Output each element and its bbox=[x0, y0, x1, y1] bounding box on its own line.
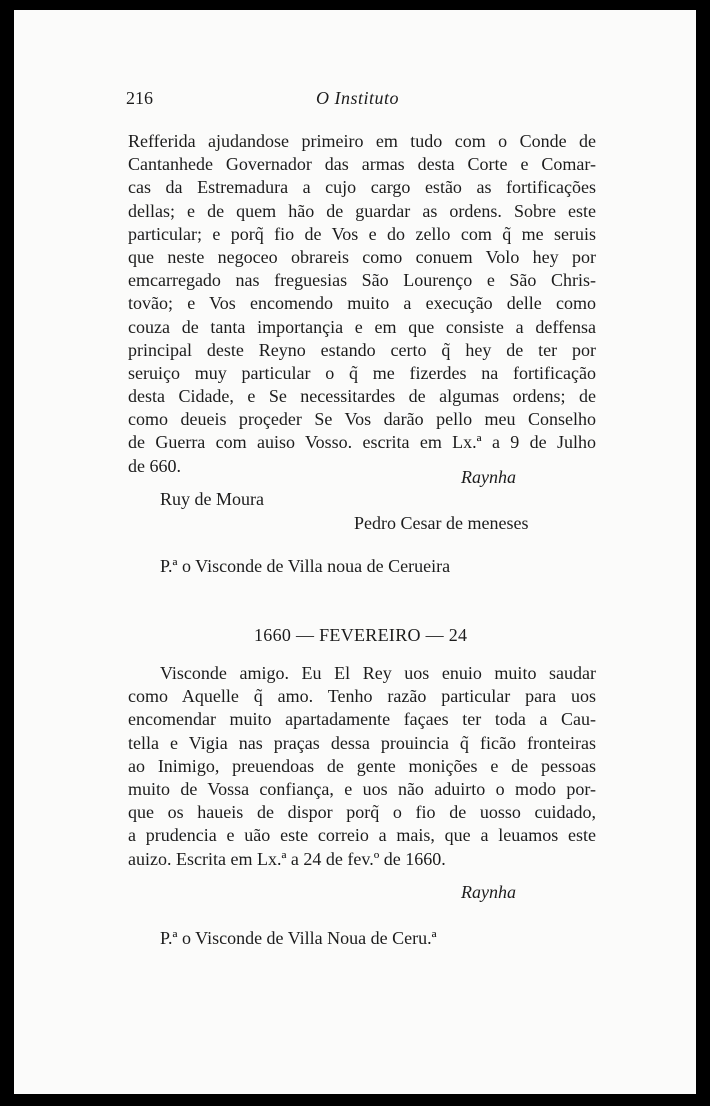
text-line: principal deste Reyno estando certo q̃ hey de ter por bbox=[128, 339, 596, 360]
letter1-body bbox=[128, 130, 596, 478]
letter2-signature: Raynha bbox=[461, 882, 516, 902]
text-line: a prudencia e uão este correio a mais, que a leuamos este bbox=[128, 825, 596, 846]
letter1-signature: Raynha bbox=[461, 467, 516, 487]
text-line: cas da Estremadura a cujo cargo estão as fortificações bbox=[128, 177, 596, 198]
text-line: como deueis proçeder Se Vos darão pello meu Conselho bbox=[128, 409, 596, 430]
running-title: O Instituto bbox=[316, 88, 400, 108]
text-line: encomendar muito apartadamente façaes ter toda a Cau- bbox=[128, 709, 596, 730]
text-line: muito de Vossa confiança, e uos não aduirto o modo por- bbox=[128, 778, 596, 799]
letter1-signer-right: Pedro Cesar de meneses bbox=[354, 513, 529, 533]
text-line: particular; e porq̃ fio de Vos e do zello com q̃ me seruis bbox=[128, 223, 596, 244]
text-line: tella e Vigia nas praças dessa prouincia q̃ ficão fronteiras bbox=[128, 732, 596, 753]
text-line: Visconde amigo. Eu El Rey uos enuio muito saudar bbox=[160, 663, 596, 683]
text-line: Cantanhede Governador das armas desta Corte e Comar- bbox=[128, 154, 596, 175]
text-line: auizo. Escrita em Lx.ª a 24 de fev.º de 1660. bbox=[128, 848, 446, 869]
text-line: dellas; e de quem hão de guardar as ordens. Sobre este bbox=[128, 200, 596, 221]
text-line: tovão; e Vos encomendo muito a execução delle como bbox=[128, 293, 596, 314]
text-line: ao Inimigo, preuendoas de gente monições e de pessoas bbox=[128, 755, 596, 776]
text-line: de Guerra com auiso Vosso. escrita em Lx.ª a 9 de Julho bbox=[128, 432, 596, 453]
text-line: Refferida ajudandose primeiro em tudo com o Conde de bbox=[128, 131, 596, 151]
text-line: couza de tanta importançia e em que consiste a deffensa bbox=[128, 316, 596, 337]
text-line: emcarregado nas freguesias São Lourenço e São Chris- bbox=[128, 270, 596, 291]
text-line: seruiço muy particular o q̃ me fizerdes na fortificação bbox=[128, 362, 596, 383]
letter2-body-cont bbox=[128, 685, 596, 871]
letter2-body bbox=[160, 662, 596, 685]
letter2-address: P.ª o Visconde de Villa Noua de Ceru.ª bbox=[160, 928, 437, 948]
text-line: que neste negoceo obrareis como conuem Volo hey por bbox=[128, 246, 596, 267]
letter2-date-heading: 1660 — FEVEREIRO — 24 bbox=[254, 625, 468, 645]
page-number: 216 bbox=[126, 88, 153, 108]
letter1-signer-left: Ruy de Moura bbox=[160, 489, 264, 509]
letter1-address: P.ª o Visconde de Villa noua de Cerueira bbox=[160, 556, 451, 576]
text-line: como Aquelle q̃ amo. Tenho razão particular para uos bbox=[128, 686, 596, 707]
document-page bbox=[14, 10, 696, 1094]
text-line: desta Cidade, e Se necessitardes de algumas ordens; de bbox=[128, 386, 596, 407]
text-line: que os haueis de dispor porq̃ o fio de uosso cuidado, bbox=[128, 802, 596, 823]
text-line: de 660. bbox=[128, 455, 181, 476]
